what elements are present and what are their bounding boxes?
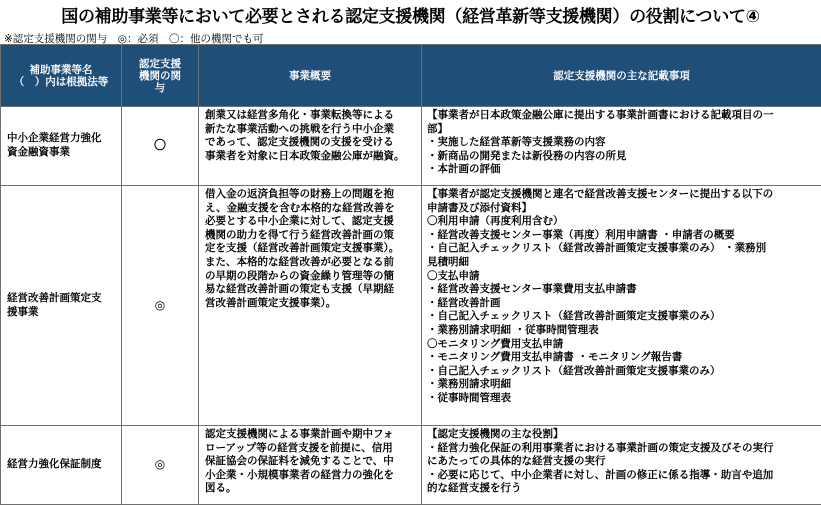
item-line: ・自己記入チェックリスト（経営改善計画策定支援事業のみ） ・業務別 xyxy=(427,242,816,256)
items-cell xyxy=(422,426,821,505)
item-line: ・経営改善支援センター事業（再度）利用申請書 ・申請者の概要 xyxy=(427,229,816,243)
summary-cell xyxy=(199,186,422,426)
item-line: ・実施した経営革新等支援業務の内容 xyxy=(427,136,816,150)
table-header-row xyxy=(1,45,821,107)
items-cell xyxy=(422,107,821,186)
item-line: ・経営改善計画 xyxy=(427,297,816,311)
table-row xyxy=(1,107,821,186)
program-name-line: 援事業 xyxy=(7,306,116,320)
item-line: 〇支払申請 xyxy=(427,270,816,284)
item-line: ・自己記入チェックリスト（経営改善計画策定支援事業のみ） xyxy=(427,310,816,324)
support-role-table xyxy=(0,44,821,505)
item-line: ・従事時間管理表 xyxy=(427,392,816,406)
header-program-name-line: （ ）内は根拠法等 xyxy=(4,76,118,88)
item-line: ・経営改善支援センター事業費用支払申請書 xyxy=(427,283,816,297)
item-line: ・新商品の開発または新役務の内容の所見 xyxy=(427,150,816,164)
summary-line: 易な経営改善計画の策定も支援（早期経 xyxy=(205,283,416,297)
summary-line: 機関の助力を得て行う経営改善計画の策 xyxy=(205,229,416,243)
header-summary: 事業概要 xyxy=(199,45,422,107)
page-title: 国の補助事業等において必要とされる認定支援機関（経営革新等支援機関）の役割について④ xyxy=(0,2,821,24)
item-line: 【事業者が日本政策金融公庫に提出する事業計画書における記載項目の一 xyxy=(427,109,816,123)
header-program-name-line: 補助事業等名 xyxy=(4,64,118,76)
program-name-line: 中小企業経営力強化 xyxy=(7,132,116,146)
summary-line: 事業者を対象に日本政策金融公庫が融資。 xyxy=(205,150,416,164)
involvement-mark: 〇 xyxy=(122,107,199,186)
program-name-cell xyxy=(1,186,122,426)
item-line: 〇利用申請（再度利用含む） xyxy=(427,215,816,229)
summary-line: の早期の段階からの資金繰り管理等の簡 xyxy=(205,270,416,284)
item-line: ・モニタリング費用支払申請書 ・モニタリング報告書 xyxy=(427,351,816,365)
header-involvement-line: 機関の関 xyxy=(125,70,195,82)
item-line: ・経営力強化保証の利用事業者における事業計画の策定支援及びその実行 xyxy=(427,442,816,456)
item-line: ・業務別請求明細 ・従事時間管理表 xyxy=(427,324,816,338)
header-involvement xyxy=(122,45,199,107)
summary-line: 創業又は経営多角化・事業転換等による xyxy=(205,109,416,123)
program-name-line: 資金融資事業 xyxy=(7,146,116,160)
item-line: ・必要に応じて、中小企業者に対し、計画の修正に係る指導・助言や追加 xyxy=(427,469,816,483)
summary-line: 認定支援機関による事業計画や期中フォ xyxy=(205,428,416,442)
table-row xyxy=(1,186,821,426)
summary-line: 図る。 xyxy=(205,482,416,496)
summary-cell xyxy=(199,426,422,505)
summary-line: 営改善計画策定支援事業）。 xyxy=(205,297,416,311)
summary-line: 必要とする中小企業に対して、認定支援 xyxy=(205,215,416,229)
item-line: ・業務別請求明細 xyxy=(427,378,816,392)
summary-line: 新たな事業活動への挑戦を行う中小企業 xyxy=(205,123,416,137)
summary-line: 保証協会の保証料を減免することで、中 xyxy=(205,455,416,469)
summary-line: であって、認定支援機関の支援を受ける xyxy=(205,136,416,150)
item-line: 部】 xyxy=(427,123,816,137)
items-cell xyxy=(422,186,821,426)
involvement-mark: ◎ xyxy=(122,186,199,426)
item-line: 【認定支援機関の主な役割】 xyxy=(427,428,816,442)
summary-line: 定を支援（経営改善計画策定支援事業）。 xyxy=(205,242,416,256)
item-line: 的な経営支援を行う xyxy=(427,482,816,496)
item-line: 〇モニタリング費用支払申請 xyxy=(427,338,816,352)
summary-line: 小企業・小規模事業者の経営力の強化を xyxy=(205,469,416,483)
program-name-cell xyxy=(1,107,122,186)
item-line: 【事業者が認定支援機関と連名で経営改善支援センターに提出する以下の xyxy=(427,188,816,202)
summary-line: また、本格的な経営改善が必要となる前 xyxy=(205,256,416,270)
summary-line: ローアップ等の経営支援を前提に、信用 xyxy=(205,442,416,456)
item-line: ・本計画の評価 xyxy=(427,163,816,177)
legend-note: ※認定支援機関の関与 ◎：必須 〇：他の機関でも可 xyxy=(4,31,263,46)
program-name-line: 経営改善計画策定支 xyxy=(7,292,116,306)
header-main-items: 認定支援機関の主な記載事項 xyxy=(422,45,821,107)
program-name-line: 経営力強化保証制度 xyxy=(7,458,116,472)
summary-line: え、金融支援を含む本格的な経営改善を xyxy=(205,202,416,216)
header-involvement-line: 認定支援 xyxy=(125,58,195,70)
header-program-name xyxy=(1,45,122,107)
item-line: にあたっての具体的な経営支援の実行 xyxy=(427,455,816,469)
item-line: ・自己記入チェックリスト（経営改善計画策定支援事業のみ） xyxy=(427,365,816,379)
item-line: 申請書及び添付資料】 xyxy=(427,202,816,216)
table-row xyxy=(1,426,821,505)
involvement-mark: ◎ xyxy=(122,426,199,505)
summary-cell xyxy=(199,107,422,186)
item-line: 見積明細 xyxy=(427,256,816,270)
summary-line: 借入金の返済負担等の財務上の問題を抱 xyxy=(205,188,416,202)
header-involvement-line: 与 xyxy=(125,82,195,94)
program-name-cell xyxy=(1,426,122,505)
